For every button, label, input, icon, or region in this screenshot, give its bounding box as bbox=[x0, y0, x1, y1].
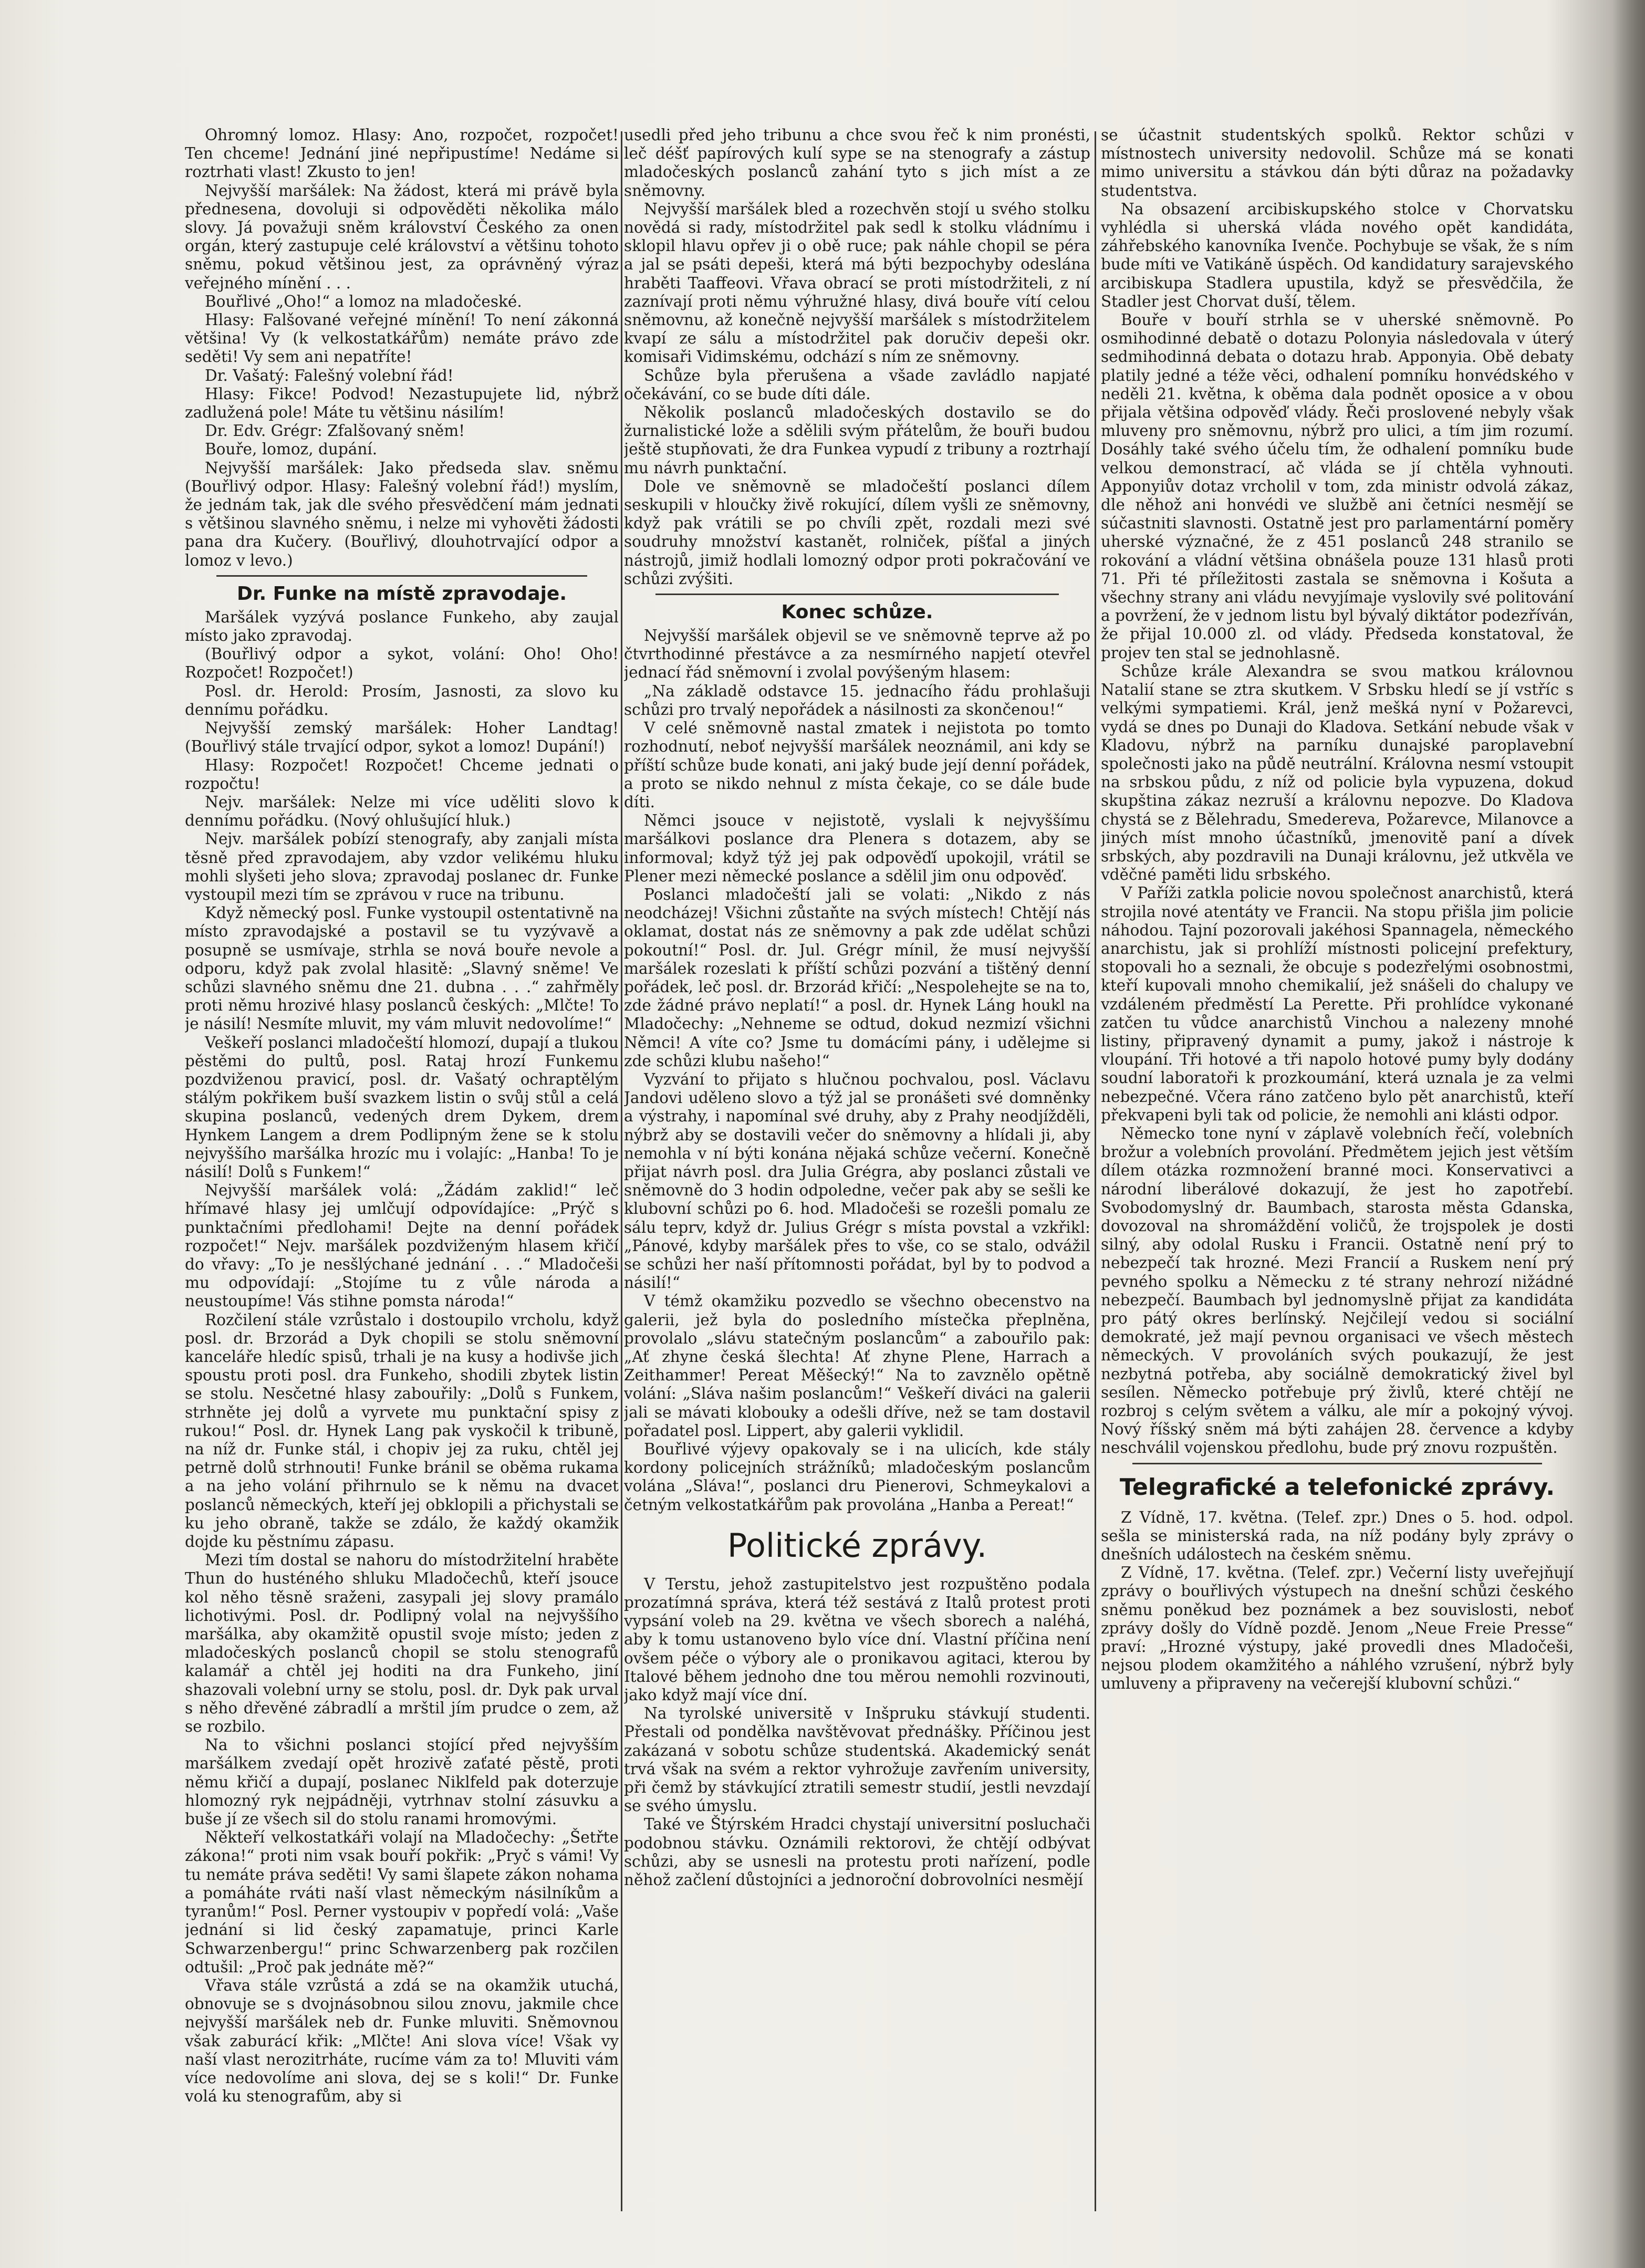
column-rule bbox=[1095, 131, 1096, 2211]
article-paragraph: Dole ve sněmovně se mladočeští poslanci dílem seskupili v hloučky živě rokující, dílem vyšli ze sněmovny, když pak vrátili se po chvíli zpět, rozdali mezi své soudruhy množství kastanět, rolniček, píšťal a jiných nástrojů, jimiž hodlali lomozný odpor proti pokračování ve schůzi zvýšiti. bbox=[624, 477, 1090, 588]
column-2 bbox=[624, 126, 1090, 2222]
section-title-telegraph-news: Telegrafické a telefonické zprávy. bbox=[1119, 1473, 1555, 1501]
article-paragraph: Když německý posl. Funke vystoupil ostentativně na místo zpravodajské a postavil se tu vyzývavě a posupně se usmívaje, strhla se nová bouře nevole a odporu, když pak zvolal hlasitě: „Slavný sněme! Ve schůzi slavného sněmu dne 21. dubna . . .“ zahřměly proti němu hrozivé hlasy poslanců českých: „Mlčte! To je násilí! Nesmíte mluvit, my vám mluvit nedovolíme!“ bbox=[185, 904, 619, 1033]
article-paragraph: Bouřlivé výjevy opakovaly se i na ulicích, kde stály kordony policejních strážníků; mladočeským poslancům volána „Sláva!“, poslanci dru Pienerovi, Schmeykalovi a četným velkostatkářům pak provolána „Hanba a Pereat!“ bbox=[624, 1440, 1090, 1514]
article-paragraph: Hlasy: Rozpočet! Rozpočet! Chceme jednati o rozpočtu! bbox=[185, 756, 619, 793]
article-paragraph: Bouřlivé „Oho!“ a lomoz na mladočeské. bbox=[205, 292, 522, 310]
article-paragraph: usedli před jeho tribunu a chce svou řeč k nim pronésti, leč déšť papírových kulí sype se na stenografy a zástup mladočeských poslanců zahání tyto s jich míst a ze sněmovny. bbox=[624, 126, 1090, 200]
article-paragraph: Mezi tím dostal se nahoru do místodržitelní hraběte Thun do husténého shluku Mladočechů, kteří jsouce kol něho těsně sraženi, zasypali jej slovy pramálo lichotivými. Posl. dr. Podlipný volal na nejvyššího maršálka, aby okamžitě opustil svoje místo; jeden z mladočeských poslanců chopil se stolu stenografů kalamář a chtěl jej hoditi na dra Funkeho, jiní shazovali volební urny se stolu, posl. dr. Dyk pak urval s něho dřevěné zábradlí a mrštil jím prudce o zem, až se rozbilo. bbox=[185, 1551, 619, 1736]
article-paragraph: V celé sněmovně nastal zmatek i nejistota po tomto rozhodnutí, neboť nejvyšší maršálek neoznámil, ani kdy se příští schůze bude konati, ani jaký bude její denní pořádek, a proto se nikdo nehnul z místa čekaje, co se dále bude díti. bbox=[624, 719, 1090, 811]
heading-rule bbox=[655, 594, 1059, 595]
article-paragraph: Bouře, lomoz, dupání. bbox=[205, 440, 378, 459]
article-paragraph: Nejvyšší maršálek bled a rozechvěn stojí u svého stolku novědá si rady, místodržitel pak sedl k stolku vládnímu i sklopil hlavu opřev ji o obě ruce; pak náhle chopil se péra a jal se psáti depeši, která má býti bezpochyby odeslána hraběti Taaffeovi. Vřava obrací se proti místodržiteli, z ní zaznívají proti němu výhružné hlasy, divá bouře vítí celou sněmovnu, až konečně nejvyšší maršálek s místodržitelem kvapí ze sálu a místodržitel pak doručiv depeši okr. komisaři Vidimskému, odchází s ním ze sněmovny. bbox=[624, 200, 1090, 366]
article-paragraph: se účastnit studentských spolků. Rektor schůzi v místnostech university nedovolil. Schůze má se konati mimo universitu a stávkou dán býti důraz na požadavky studentstva. bbox=[1101, 126, 1574, 200]
article-paragraph: Ohromný lomoz. Hlasy: Ano, rozpočet, rozpočet! Ten chceme! Jednání jiné nepřipustíme! Nedáme si roztrhati vlast! Zkusto to jen! bbox=[185, 126, 619, 181]
article-paragraph: Schůze byla přerušena a všade zavládlo napjaté očekávání, co se bude díti dále. bbox=[624, 366, 1090, 403]
article-paragraph: Na to všichni poslanci stojící před nejvyšším maršálkem zvedají opět hrozivě zaťaté pěstě, proti němu křičí a dupají, poslanec Niklfeld pak doterzuje hlomozný ryk nejpádněji, vytrhnav stolní zásuvku a buše jí ze všech sil do stolu ranami hromovými. bbox=[185, 1736, 619, 1828]
article-paragraph: Schůze krále Alexandra se svou matkou královnou Natalií stane se ztra skutkem. V Srbsku hledí se jí vstříc s velkými sympatiemi. Král, jenž mešká nyní v Požarevci, vydá se dnes po Dunaji do Kladova. Setkání nebude však v Kladovu, nýbrž na parníku dunajské paroplavební společnosti jako na půdě neutrální. Královna nesmí vstoupit na srbskou půdu, z níž od policie byla vypuzena, dokud skupština zákaz nezruší a královnu nepozve. Do Kladova chystá se z Bělehradu, Smedereva, Požarevce, Milanovce a jiných míst mnoho účastníků, jmenovitě paní a dívek srbských, aby pozdravili na Dunaji královnu, jež utkvěla ve vděčné paměti lidu srbského. bbox=[1101, 662, 1574, 884]
article-paragraph: Z Vídně, 17. května. (Telef. zpr.) Dnes o 5. hod. odpol. sešla se ministerská rada, na níž podány byly zprávy o dnešních událostech na českém sněmu. bbox=[1101, 1508, 1574, 1564]
article-paragraph: Poslanci mladočeští jali se volati: „Nikdo z nás neodcházej! Všichni zůstaňte na svých místech! Chtějí nás oklamat, dostat nás ze sněmovny a pak zde udělat schůzi pokoutní!“ Posl. dr. Jul. Grégr mínil, že musí nejvyšší maršálek rozeslati k příští schůzi pozvání a tištěný denní pořádek, leč posl. dr. Brzorád křičí: „Nespolehejte se na to, zde žádné právo neplatí!“ a posl. dr. Hynek Láng houkl na Mladočechy: „Nehneme se odtud, dokud nezmizí všichni Němci! A víte co? Jsme tu domácími pány, i udělejme si zde schůzi klubu našeho!“ bbox=[624, 885, 1090, 1070]
article-paragraph: Někteří velkostatkáři volají na Mladočechy: „Šetřte zákona!“ proti nim vsak bouří pokřik: „Pryč s vámi! Vy tu nemáte práva seděti! Vy sami šlapete zákon nohama a pomáháte rváti naší vlast německým násilníkům a tyranům!“ Posl. Perner vystoupiv v popředí volá: „Vaše jednání si lid český zapamatuje, princi Karle Schwarzenbergu!“ princ Schwarzenberg pak rozčilen odtušil: „Proč pak jednáte mě?“ bbox=[185, 1828, 619, 1976]
article-paragraph: Nejvyšší zemský maršálek: Hoher Landtag! (Bouřlivý stále trvající odpor, sykot a lomoz! Dupání!) bbox=[185, 719, 619, 756]
column-3 bbox=[1101, 126, 1574, 2222]
article-paragraph: Dr. Edv. Grégr: Zfalšovaný sněm! bbox=[205, 422, 465, 440]
article-paragraph: V témž okamžiku pozvedlo se všechno obecenstvo na galerii, jež byla do posledního místečka přeplněna, provolalo „slávu statečným poslancům“ a zabouřilo pak: „Ať zhyne česká šlechta! Ať zhyne Plene, Harrach a Zeithammer! Pereat Měšecký!“ Na to zavznělo opětně volání: „Sláva našim poslancům!“ Veškeří diváci na galerii jali se mávati klobouky a odešli dříve, než se tam dostavil pořadatel posl. Lippert, aby galerii vyklidil. bbox=[624, 1292, 1090, 1440]
article-paragraph: V Terstu, jehož zastupitelstvo jest rozpuštěno podala prozatímná správa, která též sestává z Italů protest proti vypsání voleb na 29. května ve všech sborech a naléhá, aby k tomu ustanoveno bylo více dní. Vlastní příčina není ovšem péče o výbory ale o pronikavou agitaci, kterou by Italové během jednoho dne tou měrou nemohli rozvinouti, jako když mají více dní. bbox=[624, 1575, 1090, 1704]
article-paragraph: Nejvyšší maršálek objevil se ve sněmovně teprve až po čtvrthodinné přestávce a za nesmírného napjetí otevřel jednací řád sněmovní i zvolal povýšeným hlasem: bbox=[624, 627, 1090, 682]
article-paragraph: Hlasy: Falšované veřejné mínění! To není zákonná většina! Vy (k velkostatkářům) nemáte právo zde seděti! Vy sem ani nepatříte! bbox=[185, 311, 619, 366]
article-paragraph: Nejv. maršálek pobízí stenografy, aby zanjali místa těsně před zpravodajem, aby vzdor velikému hluku mohli slyšeti jeho slova; zpravodaj poslanec dr. Funke vystoupil mezi tím se zprávou v ruce na tribunu. bbox=[185, 830, 619, 903]
article-paragraph: Rozčilení stále vzrůstalo i dostoupilo vrcholu, když posl. dr. Brzorád a Dyk chopili se stolu sněmovní kanceláře hledíc spisů, trhali je na kusy a hodivše jich spoustu proti posl. dra Funkeho, shodili zbytek listin se stolu. Nesčetné hlasy zabouřily: „Dolů s Funkem, strhněte jej dolů a vyrvete mu punktační spisy z rukou!“ Posl. dr. Hynek Lang pak vyskočil k tribuně, na níž dr. Funke stál, i chopiv jej za ruku, chtěl jej petrně dolů strhnouti! Funke bránil se oběma rukama a na jeho volání přihrnulo se k němu na dvacet poslanců německých, kteří jej obklopili a přichystali se ku jeho obraně, takže se zdálo, že každý okamžik dojde ku pěstnímu zápasu. bbox=[185, 1310, 619, 1551]
heading-rule bbox=[216, 575, 587, 577]
article-paragraph: Nejvyšší maršálek: Jako předseda slav. sněmu (Bouřlivý odpor. Hlasy: Falešný volební řád!) myslím, že jednám tak, jak dle svého přesvědčení mám jednati s většinou slavného sněmu, i nelze mi vyhověti žádosti pana dra Kučery. (Bouřlivý, dlouhotrvající odpor a lomoz v levo.) bbox=[185, 459, 619, 569]
article-paragraph: Také ve Štýrském Hradci chystají universitní posluchači podobnou stávku. Oznámili rektorovi, že chtějí odbývat schůzi, aby se usnesli na protestu proti nařízení, podle něhož začlení důstojníci a jednoroční dobrovolníci nesmějí bbox=[624, 1815, 1090, 1889]
article-paragraph: Nejvyšší maršálek: Na žádost, která mi právě byla přednesena, dovoluji si odpověděti několika málo slovy. Já považuji sněm království Českého za onen orgán, který zastupuje celé království a většinu tohoto sněmu, pokud většinou jest, za oprávněný výraz veřejného mínění . . . bbox=[185, 181, 619, 292]
article-paragraph: Nejvyšší maršálek volá: „Žádám zaklid!“ leč hřímavé hlasy jej umlčují odpovídajíce: „Prýč s punktačními předlohami! Dejte na denní pořádek rozpočet!“ Nejv. maršálek pozdviženým hlasem křičí do vřavy: „To je nesšlýchané jednání . . .“ Mladočeši mu odpovídají: „Stojíme tu z vůle národa a neustoupíme! Vás stihne pomsta národa!“ bbox=[185, 1181, 619, 1310]
article-paragraph: Německo tone nyní v záplavě volebních řečí, volebních brožur a volebních provolání. Předmětem jejich jest větším dílem otázka rozmnožení branné moci. Konservativci a národní liberálové dokazují, že jest ho zapotřebí. Svobodomyslný dr. Baumbach, starosta města Gdanska, dovozoval na shromáždění voličů, že trojspolek je dosti silný, aby odolal Rusku i Francii. Ostatně není prý to nebezpečí tak hrozné. Mezi Francií a Ruskem není prý pevného spolku a Německu z té strany nehrozí nižádné nebezpečí. Baumbach byl jednomyslně přijat za kandidáta pro pátý okres berlínský. Nejčilejí vedou si sociální demokraté, jež mají pevnou organisaci ve všech městech německých. V provoláních svých poukazují, že jest nezbytná potřeba, aby sociálně demokratický živel byl sesílen. Německo potřebuje prý živlů, které chtějí ne rozbroj s celým světem a válku, ale mír a pokojný vývoj. Nový říšský sněm má býti zahájen 28. července a kdyby neschválil vojenskou předlohu, bude prý znovu rozpuštěn. bbox=[1101, 1124, 1574, 1457]
article-paragraph: (Bouřlivý odpor a sykot, volání: Oho! Oho! Rozpočet! Rozpočet!) bbox=[185, 645, 619, 682]
article-paragraph: Dr. Vašatý: Falešný volební řád! bbox=[205, 366, 454, 384]
article-paragraph: Bouře v bouří strhla se v uherské sněmovně. Po osmihodinné debatě o dotazu Polonyia následovala v úterý sedmihodinná debata o dotazu hrab. Apponyia. Obě debaty platily jedné a téže věci, odhalení pomníku honvédského v neděli 21. května, k oběma dala podnět oposice a v obou přijala většina odpověď vlády. Řeči proslovené nebyly však mluveny pro sněmovnu, nýbrž pro ulici, a tím jim rozumí. Dosáhly také svého účelu tím, že odhalení pomníku bude velkou demonstrací, ač vláda se jí chtěla vyhnouti. Apponyiův dotaz vrcholil v tom, zda ministr odvolá zákaz, dle něhož ani honvédi ve službě ani četníci nesmějí se súčastniti slavnosti. Ostatně jest pro parlamentární poměry uherské význačné, že z 451 poslanců 248 stranilo se rokování a vládní většina obnášela pouze 131 hlasů proti 71. Při té příležitosti zastala se sněmovna i Košuta a všechny strany ani vládu nevyjímaje vyslovily své politování a povržení, že v jednom listu byl bývalý diktátor podezříván, že přijal 10.000 zl. od vlády. Předseda konstatoval, že projev ten stal se jednohlasně. bbox=[1101, 311, 1574, 662]
column-1 bbox=[185, 126, 619, 2222]
article-paragraph: Na tyrolské universitě v Inšpruku stávkují studenti. Přestali od pondělka navštěvovat přednášky. Příčinou jest zakázaná v sobotu schůze studentská. Akademický senát trvá však na svém a rektor vyhrožuje zavřením university, při čemž by stávkující ztratili semestr studií, jestli nevzdají se svého úmyslu. bbox=[624, 1704, 1090, 1815]
heading-rule bbox=[1132, 1463, 1542, 1464]
article-paragraph: Hlasy: Fikce! Podvod! Nezastupujete lid, nýbrž zadlužená pole! Máte tu většinu násilím! bbox=[185, 384, 619, 422]
article-paragraph: Na obsazení arcibiskupského stolce v Chorvatsku vyhlédla si uherská vláda nového opět kandidáta, záhřebského kanovníka Ivenče. Pochybuje se však, že s ním bude míti ve Vatikáně úspěch. Od kandidatury sarajevského arcibiskupa Stadlera upustila, když se přesvědčila, že Stadler jest Chorvat duší, tělem. bbox=[1101, 200, 1574, 310]
column-rule bbox=[621, 131, 622, 2211]
article-paragraph: Nejv. maršálek: Nelze mi více uděliti slovo k dennímu pořádku. (Nový ohlušující hluk.) bbox=[185, 793, 619, 830]
article-paragraph: Němci jsouce v nejistotě, vyslali k nejvyššímu maršálkovi poslance dra Plenera s dotazem, aby se informoval; když týž jej pak odpověďí upokojil, vrátil se Plener mezi německé poslance a sdělil jim onu odpověď. bbox=[624, 812, 1090, 885]
article-paragraph: Posl. dr. Herold: Prosím, Jasnosti, za slovo ku dennímu pořádku. bbox=[185, 682, 619, 719]
article-paragraph: Veškeří poslanci mladočeští hlomozí, dupají a tlukou pěstěmi do pultů, posl. Rataj hrozí Funkemu pozdviženou pravicí, posl. dr. Vašatý ochraptělým stálým pokřikem buší svazkem listin o svůj stůl a celá skupina poslanců, vedených drem Dykem, drem Hynkem Langem a drem Podlipným žene se k stolu nejvyššího maršálka hrozíc mu i volajíc: „Hanba! To je násilí! Dolů s Funkem!“ bbox=[185, 1033, 619, 1181]
section-heading: Konec schůze. bbox=[781, 601, 933, 623]
section-title-political-news: Politické zprávy. bbox=[727, 1526, 987, 1565]
article-paragraph: V Paříži zatkla policie novou společnost anarchistů, která strojila nové atentáty ve Francii. Na stopu přišla jim policie náhodou. Tajní pozorovali jakéhosi Spannagela, německého anarchistu, jak si prohlíží místnosti policejní prefektury, stopovali ho a seznali, že obcuje s podezřelými osobnostmi, kteří kupovali mnoho chemikalií, jež snášeli do chalupy ve vzdáleném předměstí La Perette. Při prohlídce vykonané zatčen tu vůdce anarchistů Vinchou a nalezeny mnohé listiny, připravený dynamit a pumy, jakož i nástroje k vloupání. Tři hotové a tři napolo hotové pumy byly dodány soudní laboratoři k prozkoumání, která uznala je za velmi nebezpečné. Včera ráno zatčeno bylo pět anarchistů, kteří překvapeni byli tak od policie, že nemohli ani klásti odpor. bbox=[1101, 884, 1574, 1124]
article-paragraph: Z Vídně, 17. května. (Telef. zpr.) Večerní listy uveřejňují zprávy o bouřlivých výstupech na dnešní schůzi českého sněmu poněkud bez poznámek a bez souvislosti, neboť zprávy došly do Vídně pozdě. Jenom „Neue Freie Presse“ praví: „Hrozné výstupy, jaké provedli dnes Mladočeši, nejsou plodem okamžitého a náhlého vzrušení, nýbrž byly umluveny a připraveny na večerejší klubovní schůzi.“ bbox=[1101, 1564, 1574, 1693]
section-heading: Dr. Funke na místě zpravodaje. bbox=[236, 582, 567, 605]
article-paragraph: Vřava stále vzrůstá a zdá se na okamžik utuchá, obnovuje se s dvojnásobnou silou znovu, jakmile chce nejvyšší maršálek neb dr. Funke mluviti. Sněmovnou však zaburácí křik: „Mlčte! Ani slova více! Však vy naší vlast nerozitrháte, rucíme vám za to! Mluviti vám více nedovolíme ani slova, dej se s koli!“ Dr. Funke volá ku stenografům, aby si bbox=[185, 1976, 619, 2106]
article-paragraph: „Na základě odstavce 15. jednacího řádu prohlašuji schůzi pro trvalý nepořádek a násilnosti za skončenou!“ bbox=[624, 682, 1090, 719]
article-paragraph: Několik poslanců mladočeských dostavilo se do žurnalistické lože a sdělili svým přátelům, že bouři budou ještě stupňovati, že dra Funkea vypudí z tribuny a roztrhají mu návrh punktační. bbox=[624, 403, 1090, 477]
article-paragraph: Maršálek vyzývá poslance Funkeho, aby zaujal místo jako zpravodaj. bbox=[185, 608, 619, 645]
article-paragraph: Vyzvání to přijato s hlučnou pochvalou, posl. Václavu Jandovi uděleno slovo a týž jal se pronášeti své domněnky a výstrahy, i napomínal své druhy, aby z Prahy neodjížděli, nýbrž aby se dostavili večer do sněmovny a hlídali ji, aby nemohla v ní býti konána nějaká schůze večerní. Konečně přijat návrh posl. dra Julia Grégra, aby poslanci zůstali ve sněmovně do 3 hodin odpoledne, večer pak aby se sešli ke klubovní schůzi po 6. hod. Mladočeši se rozešli pomalu ze sálu teprv, když dr. Julius Grégr s místa povstal a vzkřikl: „Pánové, kdyby maršálek přes to vše, co se stalo, odvážil se schůzi her naší přítomnosti pořádat, byl by to podvod a násilí!“ bbox=[624, 1070, 1090, 1292]
scan-edge-shadow bbox=[1612, 0, 1645, 2268]
